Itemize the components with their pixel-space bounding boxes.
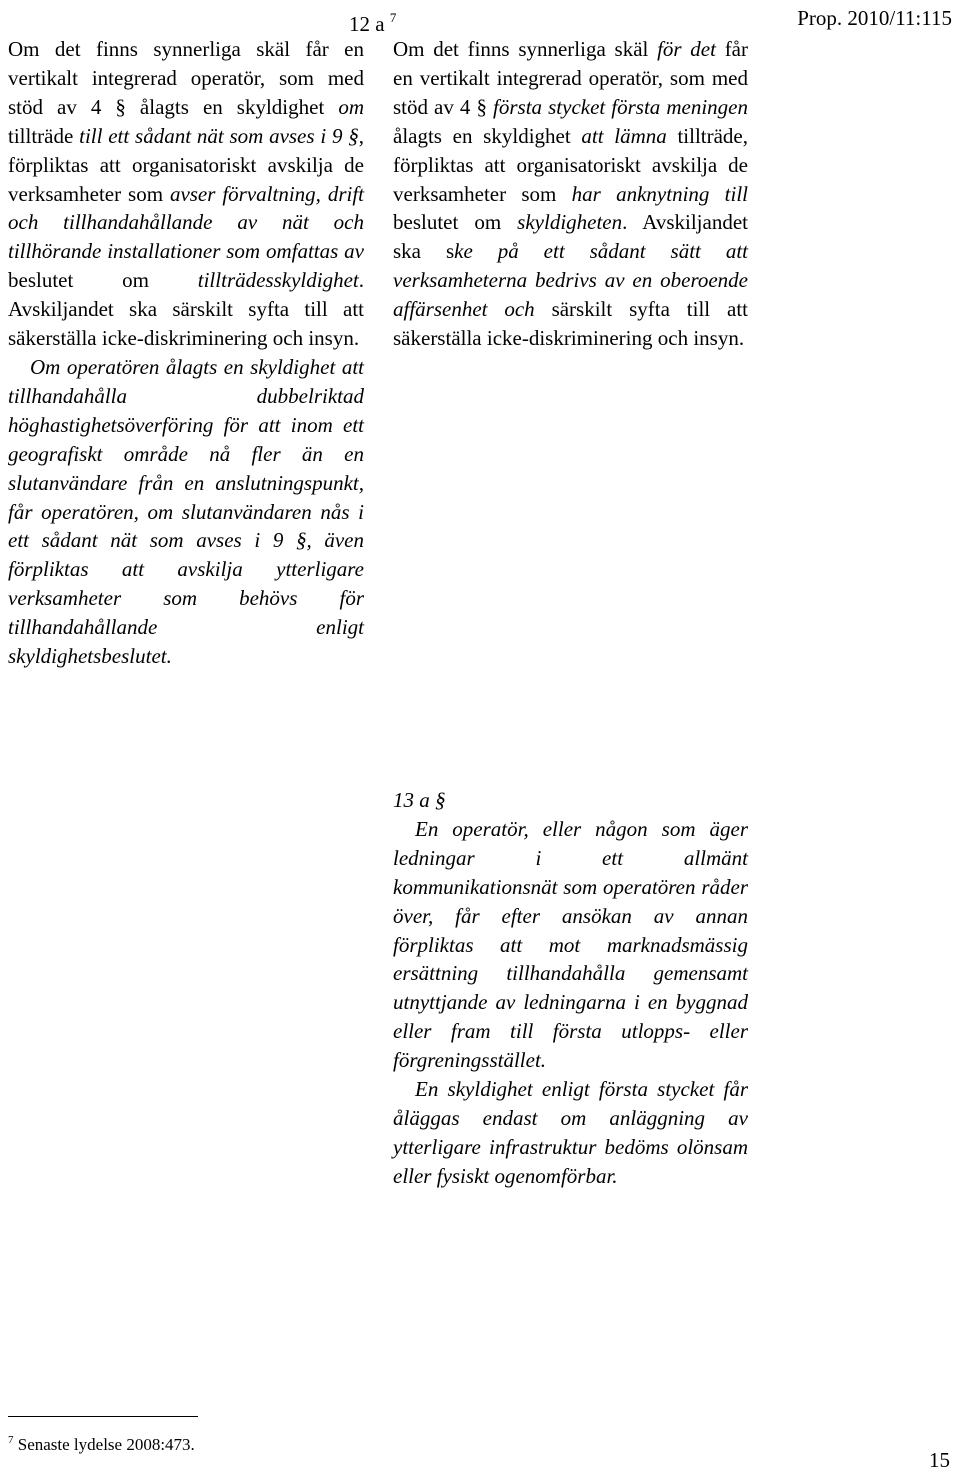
text-segment: beslutet om [8, 268, 198, 293]
text-segment: tillträdesskyldighet [197, 268, 359, 293]
text-segment: Om det finns synnerliga skäl [393, 37, 658, 61]
left-paragraph-1 [8, 35, 364, 353]
section-13a-paragraph-2: En skyldighet enligt första stycket får åläggas endast om anläggning av ytterligare infrastruktur bedöms olönsam eller fysiskt ogenomförbar. [393, 1077, 748, 1188]
section-13a-paragraph-1: En operatör, eller någon som äger ledningar i ett allmänt kommunikationsnät som operatören råder över, får efter ansökan av annan förpliktas att mot marknadsmässig ersättning tillhandahålla gemensamt utnyttjande av ledningarna i en byggnad eller fram till första utlopps- eller förgreningsstället. [393, 816, 748, 1073]
text-segment: . Avskiljandet ska särskilt syfta till att säkerställa icke-diskriminering och insyn. [8, 268, 364, 351]
proposition-number: Prop. 2010/11:115 [797, 6, 952, 30]
footnote-divider [8, 1416, 198, 1417]
text-segment: första stycket första meningen [493, 94, 749, 119]
text-segment: avser förvaltning, drift och tillhandahållande av nät och tillhörande installationer som omfattas av [8, 181, 364, 264]
left-paragraph-2: Om operatören ålagts en skyldighet att tillhandahålla dubbelriktad höghastighetsöverföring för att inom ett geografiskt område nå fler än en slutanvändare från en anslutningspunkt, får operatören, om slutanvändaren nås i ett sådant nät som avses i 9 §, även förpliktas att avskilja ytterligare verksamheter som behövs för tillhandahållande enligt skyldighetsbeslutet. [8, 354, 364, 669]
text-segment: tillträde, förpliktas att organisatoriskt avskilja de verksamheter som [393, 123, 748, 206]
text-segment: att lämna [581, 123, 667, 148]
section-13a [393, 786, 748, 1191]
text-segment: ålagts en skyldighet [393, 123, 582, 148]
section-number: 12 a [349, 12, 385, 36]
footnote [8, 1428, 195, 1457]
section-13a-title: 13 a § [393, 788, 446, 812]
text-segment: för det [657, 37, 716, 61]
page-number: 15 [929, 1448, 950, 1472]
left-column [8, 35, 364, 671]
text-segment: har anknytning till [571, 181, 749, 206]
text-segment: skyldigheten [517, 210, 623, 235]
footnote-number: 7 [8, 1434, 14, 1446]
text-segment: till ett sådant nät som avses i 9 § [79, 123, 359, 148]
footnote-text: Senaste lydelse 2008:473. [17, 1435, 195, 1454]
text-segment: ke på ett sådant sätt att verksamheterna bedrivs av en oberoende affärsenhet och [393, 239, 748, 322]
text-segment: beslutet om [393, 210, 518, 235]
text-segment: . Avskiljandet ska s [393, 210, 748, 264]
right-column [393, 35, 748, 353]
text-segment: om [338, 94, 364, 119]
text-segment: Om det finns synnerliga skäl får en vertikalt integrerad operatör, som med stöd av 4 § ålagts en skyldighet [8, 37, 364, 119]
text-segment: särskilt syfta till att säkerställa icke-diskriminering och insyn. [393, 297, 748, 351]
footnote-reference: 7 [389, 10, 397, 25]
text-segment: får en vertikalt integrerad operatör, som med stöd av 4 § [393, 37, 748, 119]
text-segment: , förpliktas att organisatoriskt avskilja de verksamheter som [8, 123, 365, 206]
section-heading [349, 4, 396, 38]
text-segment: tillträde [8, 123, 80, 148]
right-paragraph-1 [393, 35, 748, 353]
